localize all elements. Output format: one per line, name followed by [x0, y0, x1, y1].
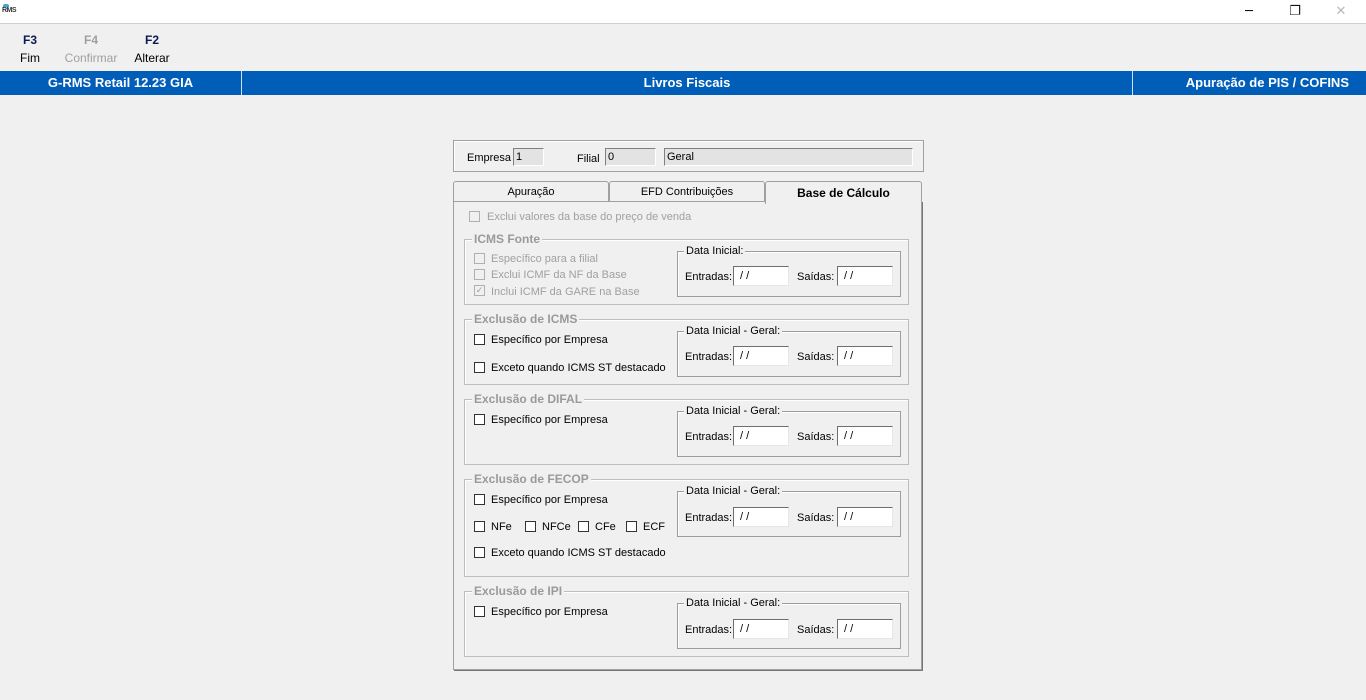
icms-fonte-entradas-input[interactable]: / / — [733, 266, 789, 286]
exclui-valores-checkbox[interactable] — [469, 211, 480, 222]
close-icon: ✕ — [1335, 4, 1347, 19]
empresa-field[interactable]: 1 — [513, 148, 544, 166]
icms-fonte-saidas-input[interactable]: / / — [837, 266, 893, 286]
alterar-label: Alterar — [134, 51, 170, 65]
window-title-bar — [0, 0, 1366, 24]
difal-especifico-label: Específico por Empresa — [491, 414, 608, 426]
icms-especifico-label: Específico por Empresa — [491, 334, 608, 346]
header-module: Livros Fiscais — [643, 75, 731, 90]
exclusao-fecop-title: Exclusão de FECOP — [474, 472, 589, 486]
filial-label: Filial — [577, 153, 600, 165]
minimize-button[interactable] — [1226, 0, 1272, 23]
fecop-nfce-checkbox[interactable] — [525, 521, 536, 532]
confirmar-label: Confirmar — [64, 51, 118, 65]
exclui-valores-label: Exclui valores da base do preço de venda — [487, 211, 692, 223]
restore-icon: ❐ — [1289, 4, 1301, 19]
fecop-nfce-label: NFCe — [542, 521, 571, 533]
toolbar-confirmar-button[interactable] — [60, 32, 122, 67]
icms-exceto-checkbox[interactable] — [474, 362, 485, 373]
exclusao-difal-entradas-input[interactable]: / / — [733, 426, 789, 446]
icms-fonte-saidas-label: Saídas: — [797, 271, 835, 283]
exclusao-icms-saidas-input[interactable]: / / — [837, 346, 893, 366]
exclusao-difal-saidas-input[interactable]: / / — [837, 426, 893, 446]
icms-especifico-checkbox[interactable] — [474, 334, 485, 345]
app-logo-icon: RMS — [2, 4, 19, 18]
icms-exceto-label: Exceto quando ICMS ST destacado — [491, 362, 666, 374]
minimize-icon: ─ — [1245, 4, 1253, 19]
exclusao-fecop-saidas-label: Saídas: — [797, 512, 835, 524]
exclusao-ipi-saidas-label: Saídas: — [797, 624, 835, 636]
exclusao-ipi-saidas-input[interactable]: / / — [837, 619, 893, 639]
tab-efd-contribuicoes[interactable]: EFD Contribuições — [609, 181, 765, 202]
exclusao-difal-title: Exclusão de DIFAL — [474, 392, 583, 406]
filial-name-field: Geral — [664, 148, 913, 166]
exclusao-ipi-date-title: Data Inicial - Geral: — [686, 597, 781, 609]
fecop-nfe-checkbox[interactable] — [474, 521, 485, 532]
fim-key: F3 — [22, 33, 37, 47]
tab-apuracao[interactable]: Apuração — [453, 181, 609, 202]
fecop-especifico-label: Específico por Empresa — [491, 494, 608, 506]
tab-base-de-calculo[interactable]: Base de Cálculo — [765, 181, 922, 204]
header-product: G-RMS Retail 12.23 GIA — [47, 75, 194, 90]
fecop-exceto-label: Exceto quando ICMS ST destacado — [491, 547, 666, 559]
icms-fonte-title: ICMS Fonte — [474, 232, 540, 246]
ipi-especifico-label: Específico por Empresa — [491, 606, 608, 618]
fecop-nfe-label: NFe — [491, 521, 512, 533]
exclusao-fecop-date-title: Data Inicial - Geral: — [686, 485, 781, 497]
filial-field[interactable]: 0 — [605, 148, 656, 166]
exclusao-difal-date-title: Data Inicial - Geral: — [686, 405, 781, 417]
inclui-icmf-checkbox[interactable] — [474, 285, 485, 296]
fecop-cfe-checkbox[interactable] — [578, 521, 589, 532]
restore-button[interactable] — [1272, 0, 1318, 23]
fecop-ecf-checkbox[interactable] — [626, 521, 637, 532]
exclusao-ipi-entradas-label: Entradas: — [685, 624, 733, 636]
close-button[interactable] — [1318, 0, 1364, 23]
exclusao-fecop-entradas-input[interactable]: / / — [733, 507, 789, 527]
exclusao-fecop-saidas-input[interactable]: / / — [837, 507, 893, 527]
fecop-especifico-checkbox[interactable] — [474, 494, 485, 505]
fecop-ecf-label: ECF — [643, 521, 665, 533]
check-icon: ✓ — [475, 285, 484, 295]
header-screen-title: Apuração de PIS / COFINS — [1185, 75, 1349, 90]
exclusao-icms-date-title: Data Inicial - Geral: — [686, 325, 781, 337]
exclui-icmf-label: Exclui ICMF da NF da Base — [491, 269, 627, 281]
toolbar-alterar-button[interactable] — [128, 32, 176, 67]
exclusao-icms-entradas-input[interactable]: / / — [733, 346, 789, 366]
especifico-filial-label: Específico para a filial — [491, 253, 598, 265]
fim-label: Fim — [20, 51, 40, 65]
exclui-icmf-checkbox[interactable] — [474, 269, 485, 280]
exclusao-ipi-entradas-input[interactable]: / / — [733, 619, 789, 639]
confirmar-key: F4 — [83, 33, 98, 47]
exclusao-ipi-title: Exclusão de IPI — [474, 584, 563, 598]
exclusao-icms-entradas-label: Entradas: — [685, 351, 733, 363]
empresa-label: Empresa — [467, 152, 512, 164]
fecop-exceto-checkbox[interactable] — [474, 547, 485, 558]
alterar-key: F2 — [144, 33, 159, 47]
exclusao-fecop-entradas-label: Entradas: — [685, 512, 733, 524]
ipi-especifico-checkbox[interactable] — [474, 606, 485, 617]
icms-fonte-entradas-label: Entradas: — [685, 271, 733, 283]
especifico-filial-checkbox[interactable] — [474, 253, 485, 264]
exclusao-icms-saidas-label: Saídas: — [797, 351, 835, 363]
difal-especifico-checkbox[interactable] — [474, 414, 485, 425]
exclusao-difal-saidas-label: Saídas: — [797, 431, 835, 443]
icms-fonte-date-title: Data Inicial: — [686, 245, 744, 257]
fecop-cfe-label: CFe — [595, 521, 616, 533]
exclusao-icms-title: Exclusão de ICMS — [474, 312, 578, 326]
toolbar-fim-button[interactable] — [10, 32, 50, 67]
exclusao-difal-entradas-label: Entradas: — [685, 431, 733, 443]
inclui-icmf-label: Inclui ICMF da GARE na Base — [491, 286, 640, 298]
